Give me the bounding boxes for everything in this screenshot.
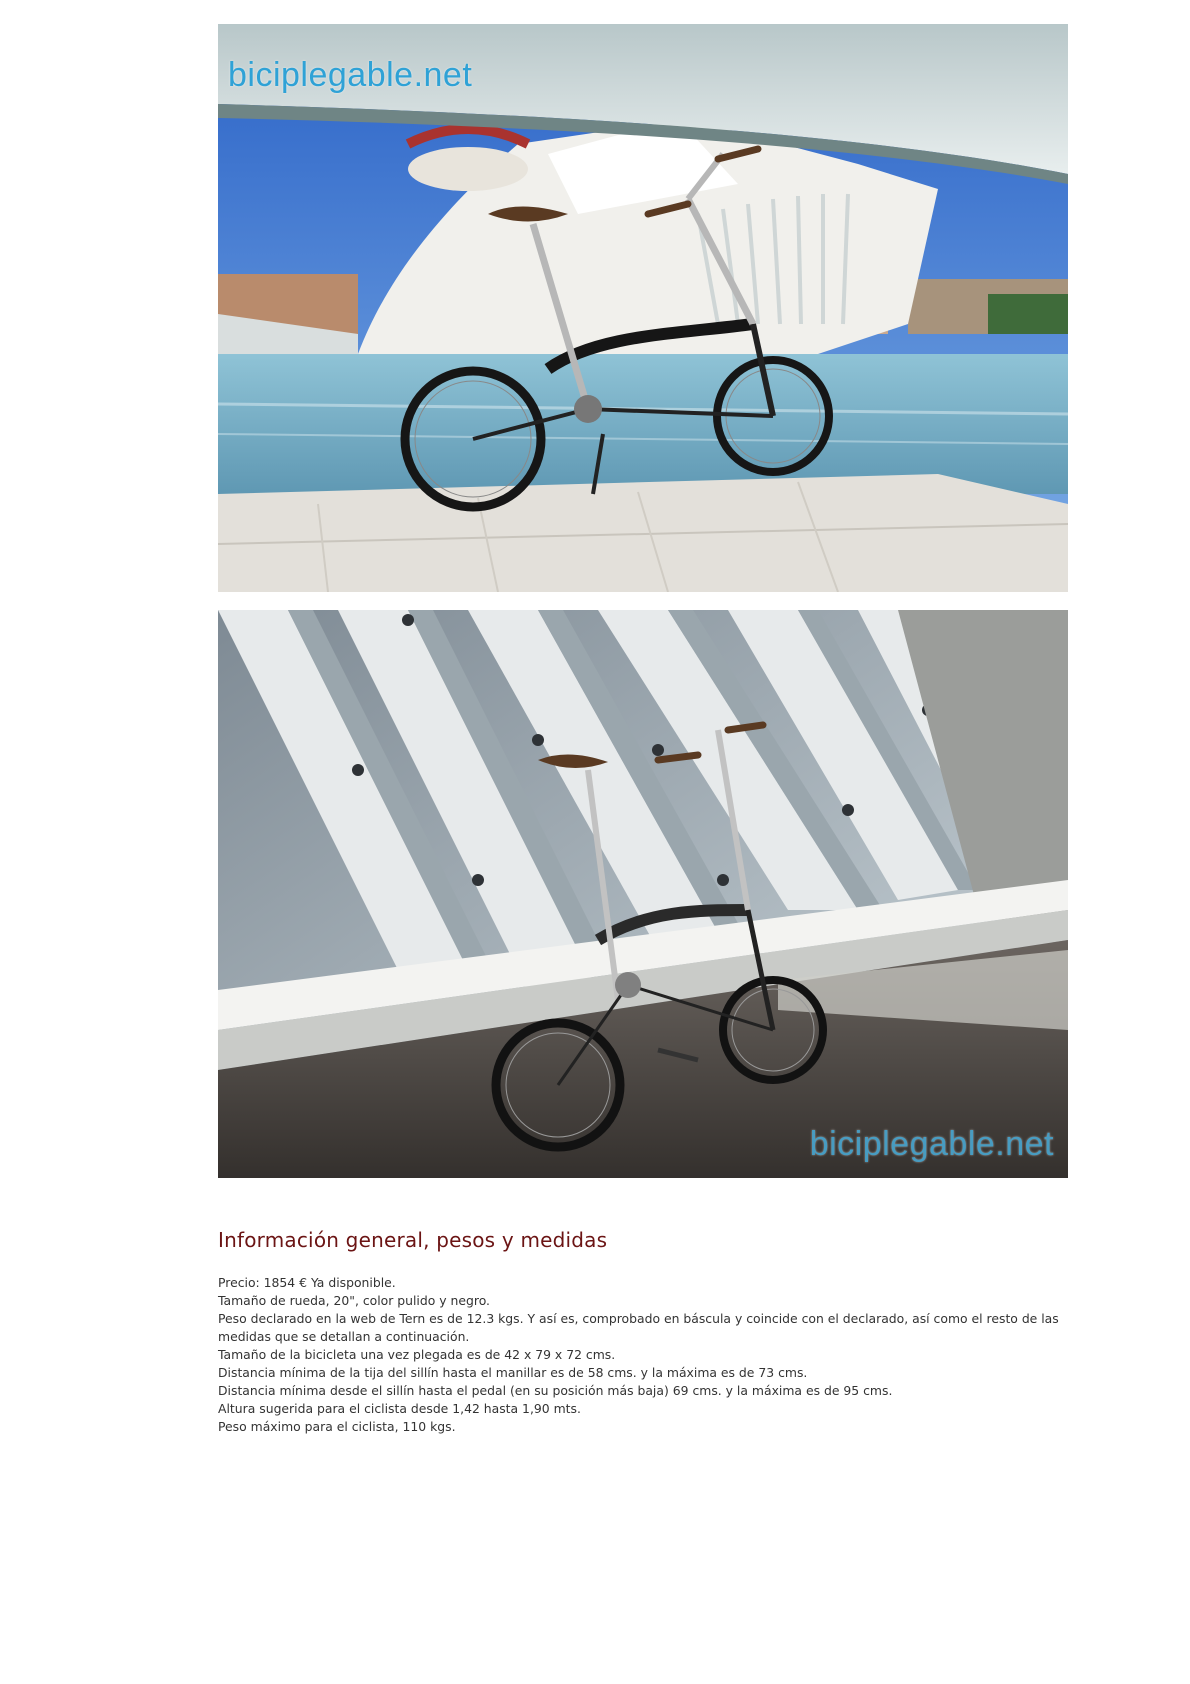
spec-line-folded-size: Tamaño de la bicicleta una vez plegada es de 42 x 79 x 72 cms. — [218, 1347, 616, 1362]
spec-line-saddle-pedal: Distancia mínima desde el sillín hasta el pedal (en su posición más baja) 69 cms. y la máxima es de 95 cms. — [218, 1383, 893, 1398]
bike-photo-facade-image — [218, 610, 1068, 1178]
spec-line-wheel: Tamaño de rueda, 20", color pulido y negro. — [218, 1293, 490, 1308]
spec-line-weight: Peso declarado en la web de Tern es de 12.3 kgs. Y así es, comprobado en báscula y coincide con el declarado, así como el resto de las medidas que se detallan a continuación. — [218, 1311, 1059, 1344]
spec-line-rider-height: Altura sugerida para el ciclista desde 1,42 hasta 1,90 mts. — [218, 1401, 581, 1416]
bike-photo-facade — [218, 610, 1068, 1178]
watermark-biciplegable: biciplegable.net — [228, 56, 473, 94]
spec-line-seatpost-handlebar: Distancia mínima de la tija del sillín hasta el manillar es de 58 cms. y la máxima es de 73 cms. — [218, 1365, 808, 1380]
spec-line-price: Precio: 1854 € Ya disponible. — [218, 1275, 396, 1290]
bike-photo-pool — [218, 24, 1068, 592]
spec-list — [218, 1274, 1078, 1436]
bike-photo-pool-image — [218, 24, 1068, 592]
watermark-biciplegable: biciplegable.net — [809, 1125, 1054, 1163]
section-title: Información general, pesos y medidas — [218, 1228, 608, 1252]
spec-line-max-weight: Peso máximo para el ciclista, 110 kgs. — [218, 1419, 456, 1434]
